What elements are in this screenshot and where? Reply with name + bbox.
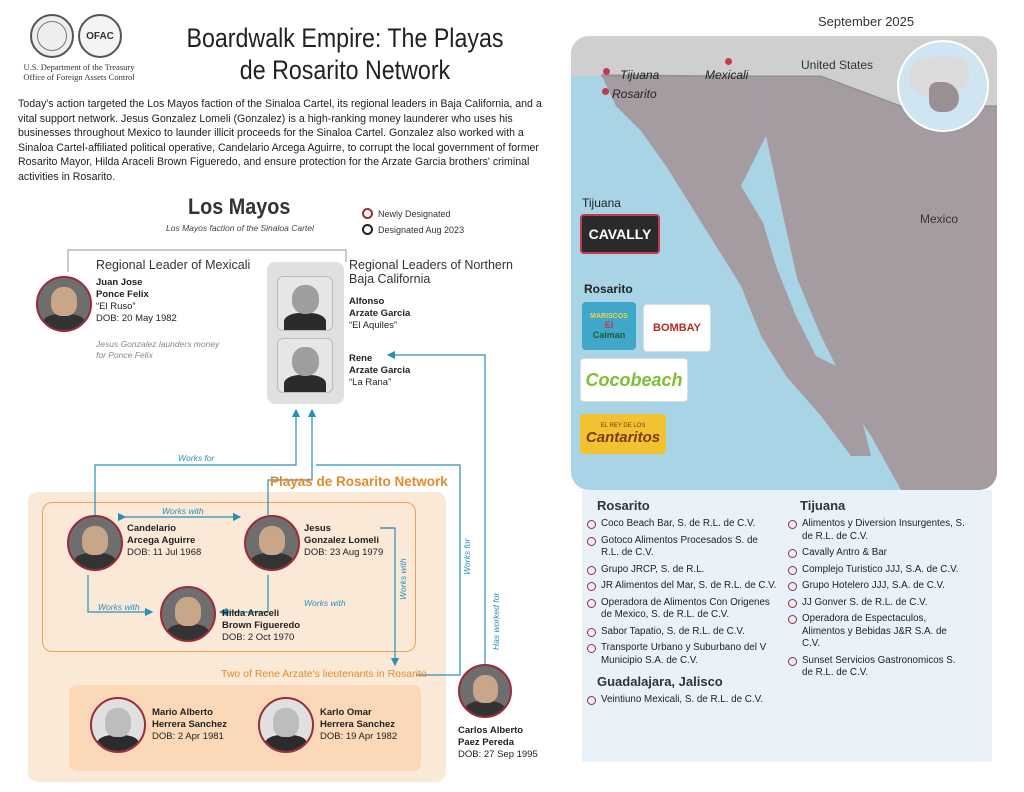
city-mexicali: Mexicali bbox=[705, 68, 749, 82]
rosarito-logos-label: Rosarito bbox=[584, 282, 633, 296]
network-title: Playas de Rosarito Network bbox=[270, 474, 448, 489]
photo-hilda bbox=[160, 586, 216, 642]
candelario-first-name: Candelario bbox=[127, 523, 177, 534]
business-item: Grupo Hotelero JJJ, S.A. de C.V. bbox=[786, 580, 966, 593]
person-ponce-felix bbox=[96, 277, 177, 325]
ponce-alias: “El Ruso” bbox=[96, 301, 136, 312]
person-jesus bbox=[304, 523, 383, 559]
legend-old-label: Designated Aug 2023 bbox=[378, 224, 465, 235]
ponce-last-name: Ponce Felix bbox=[96, 289, 149, 300]
person-karlo bbox=[320, 707, 397, 743]
mario-last-name: Herrera Sanchez bbox=[152, 719, 227, 730]
mexicali-leader-heading: Regional Leader of Mexicali bbox=[96, 258, 251, 272]
person-hilda bbox=[222, 608, 300, 644]
business-item: Grupo JRCP, S. de R.L. bbox=[585, 564, 777, 577]
logo-mariscos-el-caiman bbox=[582, 302, 636, 350]
ponce-note-line2: for Ponce Felix bbox=[96, 350, 153, 360]
business-item: JR Alimentos del Mar, S. de R.L. de C.V. bbox=[585, 580, 777, 593]
legend-new-label: Newly Designated bbox=[378, 208, 451, 219]
carlos-dob: DOB: 27 Sep 1995 bbox=[458, 749, 538, 760]
city-tijuana: Tijuana bbox=[620, 68, 660, 82]
person-mario bbox=[152, 707, 227, 743]
label-works-with-1: Works with bbox=[162, 506, 204, 516]
mario-first-name: Mario Alberto bbox=[152, 707, 213, 718]
business-item: Alimentos y Diversion Insurgentes, S. de R.L. de C.V. bbox=[786, 518, 966, 543]
tijuana-businesses bbox=[786, 498, 966, 684]
logo-cavally: CAVALLY bbox=[580, 214, 660, 254]
baja-heading-line1: Regional Leaders of Northern bbox=[349, 258, 513, 272]
rosarito-marker bbox=[602, 88, 609, 95]
candelario-dob: DOB: 11 Jul 1968 bbox=[127, 547, 202, 558]
photo-candelario bbox=[67, 515, 123, 571]
business-item: Gotoco Alimentos Procesados S. de R.L. de C.V. bbox=[585, 535, 777, 560]
los-mayos-subtitle: Los Mayos faction of the Sinaloa Cartel bbox=[166, 223, 314, 233]
guadalajara-businesses-heading: Guadalajara, Jalisco bbox=[597, 674, 723, 689]
candelario-last-name: Arcega Aguirre bbox=[127, 535, 196, 546]
person-candelario bbox=[127, 523, 201, 559]
lieutenants-label: Two of Rene Arzate's lieutenants in Rosarito bbox=[221, 668, 427, 680]
dept-line2: Office of Foreign Assets Control bbox=[23, 72, 135, 82]
rosarito-businesses-heading: Rosarito bbox=[597, 498, 650, 513]
ponce-note bbox=[96, 339, 219, 361]
globe-icon bbox=[897, 40, 989, 132]
logo-mariscos-line1: MARISCOS bbox=[590, 312, 628, 320]
tijuana-logos-label: Tijuana bbox=[582, 196, 621, 210]
tijuana-business-list bbox=[786, 518, 966, 680]
tijuana-businesses-heading: Tijuana bbox=[800, 498, 846, 513]
logo-cocobeach: Cocobeach bbox=[580, 358, 688, 402]
photo-ponce-felix bbox=[36, 276, 92, 332]
alfonso-first-name: Alfonso bbox=[349, 296, 385, 307]
alfonso-alias: “El Aquiles” bbox=[349, 320, 398, 331]
person-carlos bbox=[458, 725, 538, 761]
karlo-dob: DOB: 19 Apr 1982 bbox=[320, 731, 398, 742]
business-item: Complejo Turistico JJJ, S.A. de C.V. bbox=[786, 564, 966, 577]
logo-mariscos-line2: El bbox=[604, 319, 614, 330]
business-item: Transporte Urbano y Suburbano del V Municipio S.A. de C.V. bbox=[585, 642, 777, 667]
intro-paragraph: Today's action targeted the Los Mayos faction of the Sinaloa Cartel, its regional leaders in Baja California, and a vital support network. Jesus Gonzalez Lomeli (Gonzalez) is a high-ranking money launderer who uses his businesses throughout Mexico to launder illicit proceeds for the Sinaloa Cartel. Gonzalez also worked with a Sinaloa Cartel-affiliated political operative, Candelario Arcega Aguirre, to corrupt the local government of former Rosarito Mayor, Hilda Araceli Brown Figueredo, and ensure protection for the Arzate Garcia brothers' criminal activities in Rosarito. bbox=[18, 98, 542, 183]
tijuana-marker bbox=[603, 68, 610, 75]
karlo-last-name: Herrera Sanchez bbox=[320, 719, 395, 730]
rene-first-name: Rene bbox=[349, 353, 373, 364]
photo-alfonso-arzate bbox=[277, 276, 333, 331]
label-works-with-4: Works with bbox=[398, 558, 408, 600]
logo-cantaritos-line1: EL REY DE LOS bbox=[600, 422, 646, 429]
rosarito-business-list bbox=[585, 518, 777, 667]
logo-el-rey-de-los-cantaritos bbox=[580, 414, 666, 454]
rene-alias: “La Rana” bbox=[349, 377, 392, 388]
business-item: Operadora de Espectaculos, Alimentos y Bebidas J&R S.A. de C.V. bbox=[786, 613, 966, 651]
title-line2: de Rosarito Network bbox=[239, 55, 451, 85]
los-mayos-title: Los Mayos bbox=[188, 194, 291, 219]
carlos-first-name: Carlos Alberto bbox=[458, 725, 524, 736]
ponce-first-name: Juan Jose bbox=[96, 277, 143, 288]
carlos-last-name: Paez Pereda bbox=[458, 737, 514, 748]
title-line1: Boardwalk Empire: The Playas bbox=[186, 23, 504, 53]
baja-leaders-heading bbox=[349, 258, 513, 286]
karlo-first-name: Karlo Omar bbox=[320, 707, 372, 718]
label-has-worked-for: Has worked for bbox=[491, 592, 501, 650]
ofac-logo: OFAC bbox=[78, 14, 122, 58]
business-item: Cavally Antro & Bar bbox=[786, 547, 966, 560]
mexicali-marker bbox=[725, 58, 732, 65]
hilda-last-name: Brown Figueredo bbox=[222, 620, 301, 631]
alfonso-last-name: Arzate Garcia bbox=[349, 308, 411, 319]
logo-bombay: BOMBAY bbox=[643, 304, 711, 352]
hilda-dob: DOB: 2 Oct 1970 bbox=[222, 632, 295, 643]
city-rosarito: Rosarito bbox=[612, 87, 657, 101]
ponce-dob: DOB: 20 May 1982 bbox=[96, 313, 177, 324]
hilda-first-name: Hilda Araceli bbox=[222, 608, 280, 619]
rosarito-businesses bbox=[585, 498, 777, 711]
photo-rene-arzate bbox=[277, 338, 333, 393]
label-works-for-1: Works for bbox=[178, 453, 215, 463]
business-item: Operadora de Alimentos Con Origenes de Mexico, S. de R.L. de C.V. bbox=[585, 597, 777, 622]
jesus-dob: DOB: 23 Aug 1979 bbox=[304, 547, 384, 558]
business-item: Veintiuno Mexicali, S. de R.L. de C.V. bbox=[585, 694, 777, 707]
photo-mario bbox=[90, 697, 146, 753]
logo-cantaritos-line2: Cantaritos bbox=[585, 428, 661, 446]
jesus-last-name: Gonzalez Lomeli bbox=[304, 535, 379, 546]
label-mexico: Mexico bbox=[920, 212, 959, 226]
business-item: Sabor Tapatio, S. de R.L. de C.V. bbox=[585, 626, 777, 639]
guadalajara-business-list bbox=[585, 694, 777, 707]
ponce-note-line1: Jesus Gonzalez launders money bbox=[96, 339, 220, 349]
person-rene-arzate bbox=[349, 353, 410, 389]
label-works-with-3: Works with bbox=[304, 598, 346, 608]
person-alfonso-arzate bbox=[349, 296, 410, 332]
logo-mariscos-line3: Caiman bbox=[592, 329, 626, 340]
baja-heading-line2: Baja California bbox=[349, 272, 431, 286]
rene-last-name: Arzate Garcia bbox=[349, 365, 411, 376]
label-works-with-2: Works with bbox=[98, 602, 140, 612]
business-item: Sunset Servicios Gastronomicos S. de R.L. de C.V. bbox=[786, 655, 966, 680]
label-united-states: United States bbox=[801, 58, 874, 72]
report-date: September 2025 bbox=[818, 14, 915, 29]
jesus-first-name: Jesus bbox=[304, 523, 331, 534]
dept-line1: U.S. Department of the Treasury bbox=[23, 62, 135, 72]
photo-carlos bbox=[458, 664, 512, 718]
business-item: JJ Gonver S. de R.L. de C.V. bbox=[786, 597, 966, 610]
photo-jesus bbox=[244, 515, 300, 571]
mario-dob: DOB: 2 Apr 1981 bbox=[152, 731, 224, 742]
business-item: Coco Beach Bar, S. de R.L. de C.V. bbox=[585, 518, 777, 531]
photo-karlo bbox=[258, 697, 314, 753]
label-works-for-2: Works for bbox=[462, 538, 472, 575]
